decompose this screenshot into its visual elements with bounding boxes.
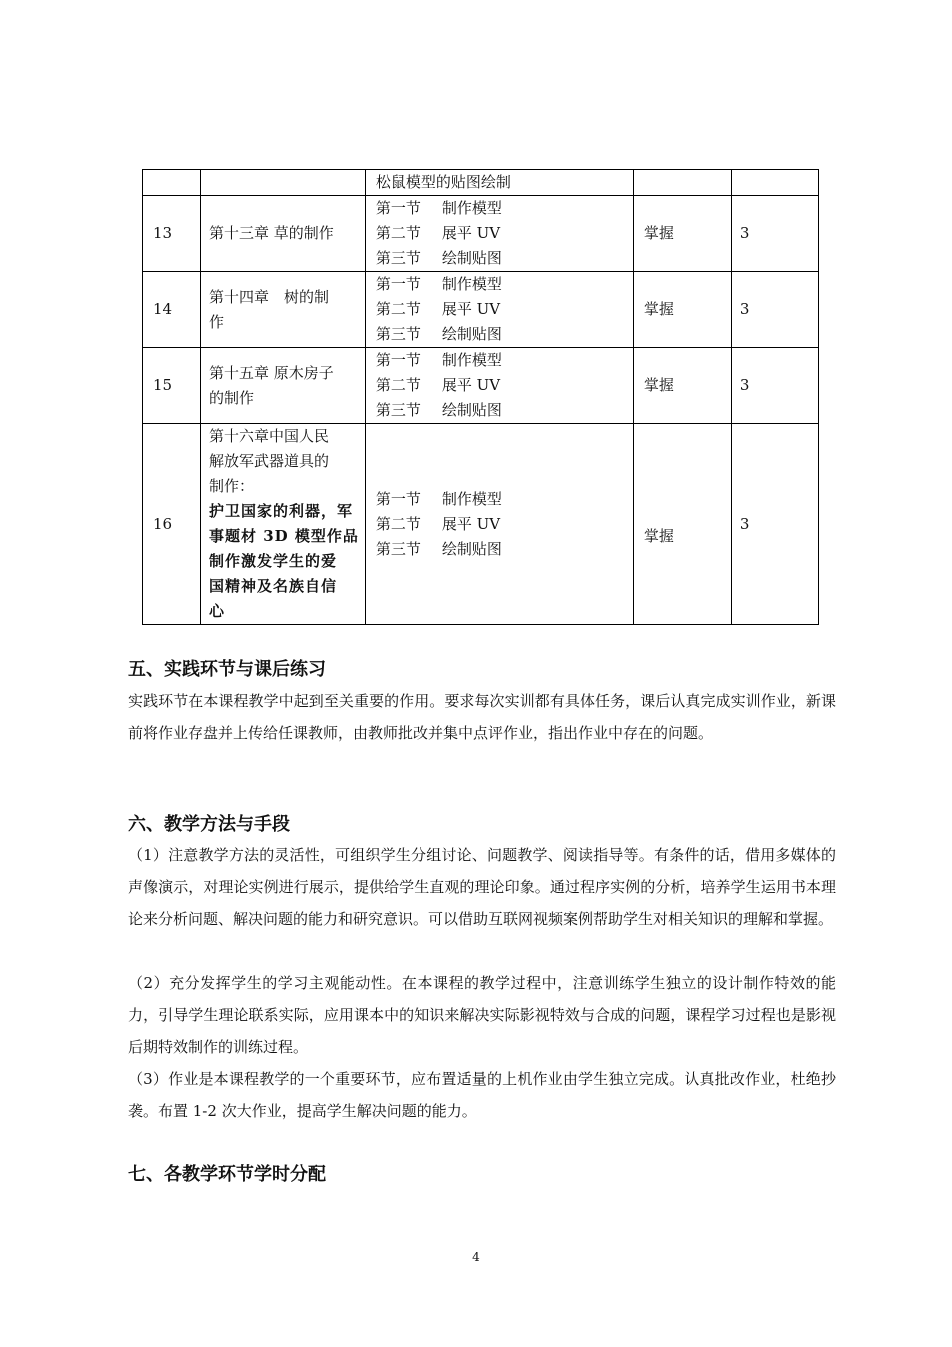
- section-list: [365, 196, 633, 272]
- patriotic-note: 护卫国家的利器，军: [209, 502, 354, 520]
- requirement: 掌握: [633, 272, 731, 348]
- chapter-number: 15: [143, 348, 201, 424]
- table-cell-section: [365, 170, 633, 196]
- section-list: [365, 424, 633, 625]
- requirement: 掌握: [633, 424, 731, 625]
- paragraph: 实践环节在本课程教学中起到至关重要的作用。要求每次实训都有具体任务，课后认真完成实训作业，新课前将作业存盘并上传给任课教师，由教师批改并集中点评作业，指出作业中存在的问题。: [128, 692, 836, 742]
- section-item: 第二节 展平 UV: [375, 376, 501, 394]
- section-heading: 六、教学方法与手段: [128, 814, 290, 835]
- paragraph: （1）注意教学方法的灵活性，可组织学生分组讨论、问题教学、阅读指导等。有条件的话，借用多媒体的声像演示，对理论实例进行展示，提供给学生直观的理论印象。通过程序实例的分析，培养学生运用书本理论来分析问题、解决问题的能力和研究意识。可以借助互联网视频案例帮助学生对相关知识的理解和掌握。: [128, 846, 836, 928]
- section-item: 第一节 制作模型: [375, 275, 502, 293]
- section-item: 第二节 展平 UV: [375, 514, 501, 533]
- section-item: 第三节 绘制贴图: [375, 539, 502, 558]
- section-item: 第二节 展平 UV: [375, 224, 501, 242]
- section-item: 第一节 制作模型: [375, 199, 502, 217]
- chapter-number: 13: [143, 196, 201, 272]
- patriotic-note: 制作激发学生的爱: [209, 552, 338, 570]
- patriotic-note: 事题材 3D 模型作品: [209, 527, 359, 545]
- requirement: 掌握: [633, 348, 731, 424]
- table-cell-chapter: [201, 170, 366, 196]
- table-row: [143, 170, 819, 196]
- section-list: [365, 272, 633, 348]
- hours: 3: [731, 424, 818, 625]
- table-row: [143, 272, 819, 348]
- section-item: 第三节 绘制贴图: [375, 249, 502, 267]
- patriotic-note: 心: [209, 602, 226, 620]
- section-heading: 七、各教学环节学时分配: [128, 1164, 326, 1185]
- table-cell-hours: [731, 170, 818, 196]
- section-text: 松鼠模型的贴图绘制: [375, 173, 511, 191]
- chapter-title: 第十五章 原木房子 的制作: [201, 348, 366, 424]
- chapter-title: 第十四章 树的制 作: [201, 272, 366, 348]
- table-cell-num: [143, 170, 201, 196]
- table-row: [143, 424, 819, 625]
- section-item: 第三节 绘制贴图: [375, 401, 502, 419]
- section-heading: 五、实践环节与课后练习: [128, 659, 326, 680]
- chapter-number: 14: [143, 272, 201, 348]
- section-item: 第二节 展平 UV: [375, 300, 501, 318]
- table-row: [143, 196, 819, 272]
- chapter-number: 16: [143, 424, 201, 625]
- requirement: 掌握: [633, 196, 731, 272]
- patriotic-note: 国精神及名族自信: [209, 577, 338, 595]
- table-row: [143, 348, 819, 424]
- table-cell-requirement: [633, 170, 731, 196]
- hours: 3: [731, 348, 818, 424]
- paragraph: （2）充分发挥学生的学习主观能动性。在本课程的教学过程中，注意训练学生独立的设计制作特效的能力，引导学生理论联系实际，应用课本中的知识来解决实际影视特效与合成的问题，课程学习过程也是影视后期特效制作的训练过程。: [128, 974, 836, 1056]
- page-number: 4: [472, 1250, 480, 1264]
- chapter-title: 第十三章 草的制作: [201, 196, 366, 272]
- section-item: 第一节 制作模型: [375, 489, 502, 508]
- section-item: 第一节 制作模型: [375, 351, 502, 369]
- section-list: [365, 348, 633, 424]
- curriculum-table: [142, 169, 819, 625]
- section-item: 第三节 绘制贴图: [375, 325, 502, 343]
- chapter-title: 第十六章中国人民 解放军武器道具的 制作： 护卫国家的利器，军 事题材 3D 模型作品 制作激发学生的爱 国精神及名族自信 心: [201, 424, 366, 625]
- hours: 3: [731, 272, 818, 348]
- hours: 3: [731, 196, 818, 272]
- paragraph: （3）作业是本课程教学的一个重要环节，应布置适量的上机作业由学生独立完成。认真批改作业，杜绝抄袭。布置 1-2 次大作业，提高学生解决问题的能力。: [128, 1070, 836, 1120]
